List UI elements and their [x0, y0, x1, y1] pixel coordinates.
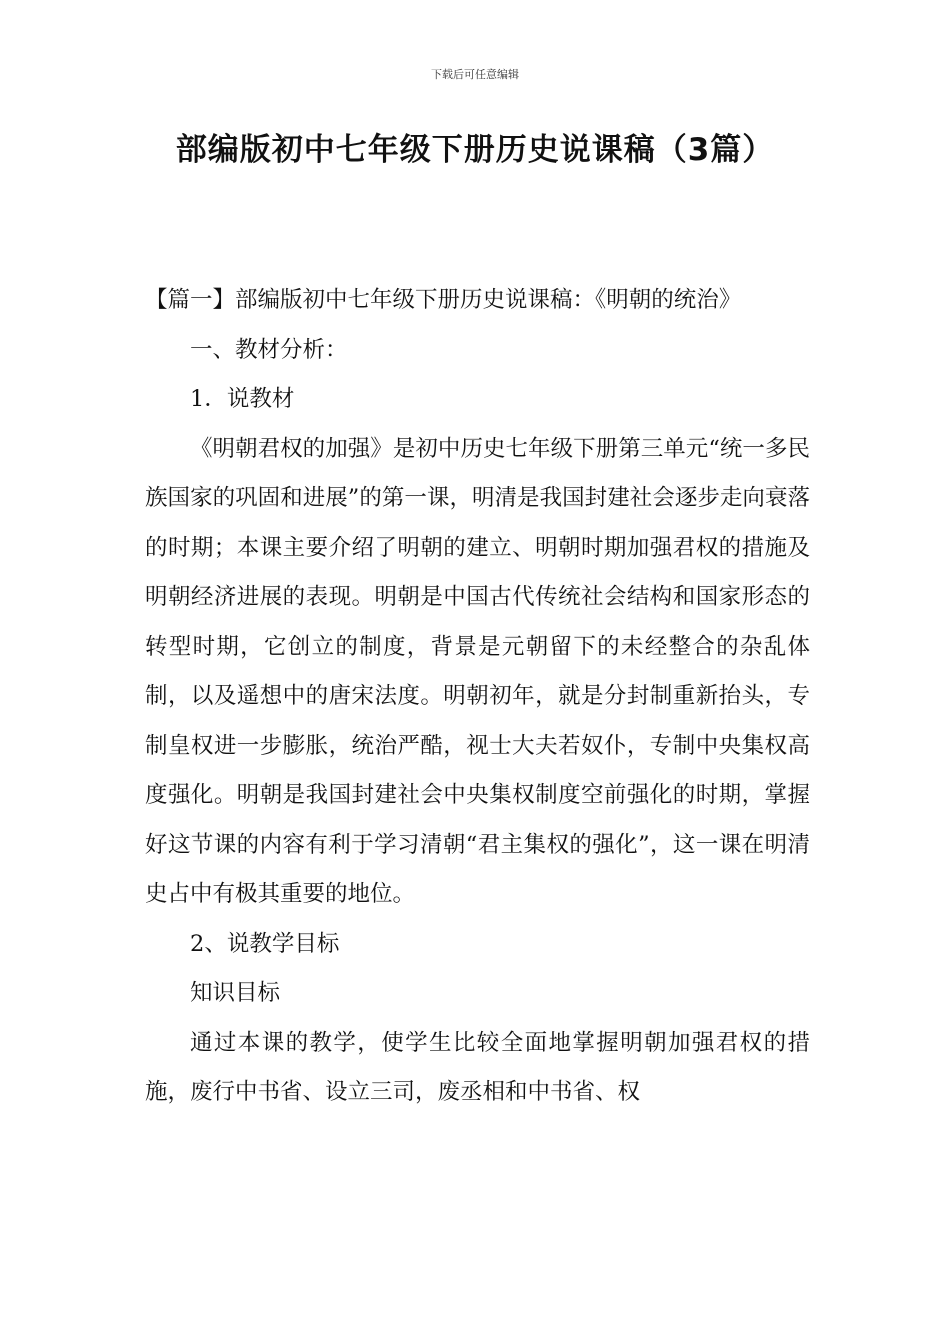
heading-knowledge-goals: 知识目标	[190, 980, 281, 1006]
document-body	[145, 276, 810, 1118]
heading-about-textbook: 1．说教材	[190, 386, 295, 412]
paragraph-textbook-description: 《明朝君权的加强》是初中历史七年级下册第三单元“统一多民族国家的巩固和进展”的第一课，明清是我国封建社会逐步走向衰落的时期；本课主要介绍了明朝的建立、明朝时期加强君权的措施及明朝经济进展的表现。明朝是中国古代传统社会结构和国家形态的转型时期，它创立的制度，背景是元朝留下的未经整合的杂乱体制，以及遥想中的唐宋法度。明朝初年，就是分封制重新抬头，专制皇权进一步膨胀，统治严酷，视士大夫若奴仆，专制中央集权高度强化。明朝是我国封建社会中央集权制度空前强化的时期，掌握好这节课的内容有利于学习清朝“君主集权的强化”，这一课在明清史占中有极其重要的地位。	[145, 435, 810, 907]
heading-teaching-goals: 2、说教学目标	[190, 930, 340, 957]
header-note: 下载后可任意编辑	[431, 68, 519, 81]
document-title: 部编版初中七年级下册历史说课稿（3篇）	[175, 132, 775, 168]
heading-textbook-analysis: 一、教材分析：	[190, 336, 348, 363]
paragraph-knowledge-goals: 通过本课的教学，使学生比较全面地掌握明朝加强君权的措施，废行中书省、设立三司，废丞相和中书省、权	[145, 1029, 810, 1105]
section-heading: 【篇一】部编版初中七年级下册历史说课稿：《明朝的统治》	[145, 287, 742, 313]
